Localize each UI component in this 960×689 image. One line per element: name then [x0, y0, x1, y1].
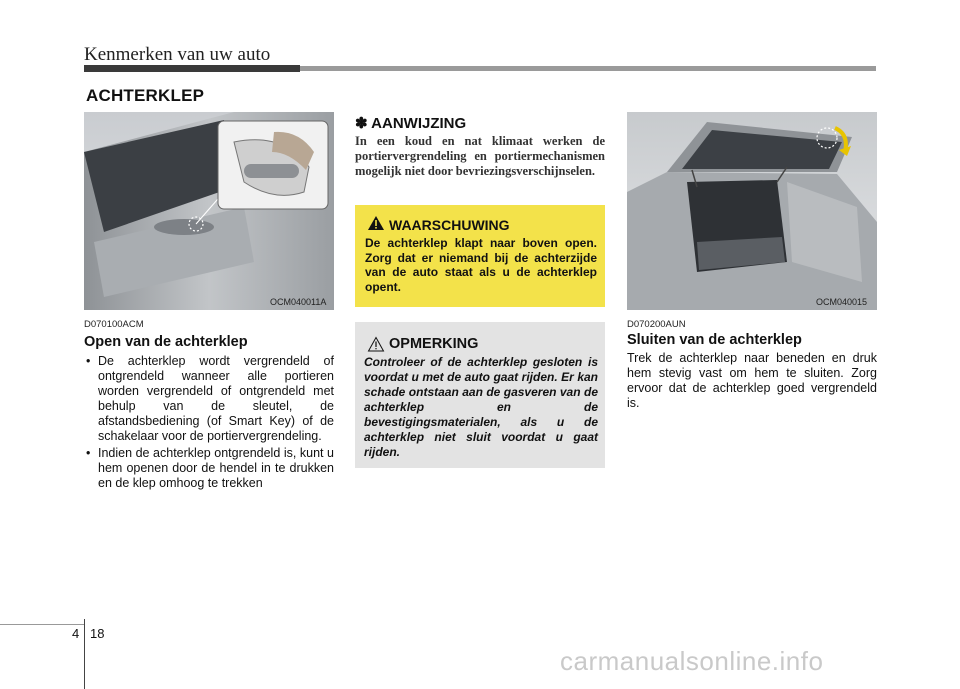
- open-tailgate-illustration: [627, 112, 877, 310]
- bullet-list: [84, 354, 334, 491]
- running-header: Kenmerken van uw auto: [84, 44, 271, 65]
- list-item: • De achterklep wordt vergrendeld of ontgrendeld wanneer alle portieren worden vergrendeld of ontgrendeld met behulp van de sleutel, de afstandsbediening (of Smart Key) of de schakelaar voor de portiervergrendeling.: [84, 354, 334, 444]
- section-code: D070100ACM: [84, 319, 144, 330]
- warning-box: [355, 205, 605, 307]
- body-paragraph: Trek de achterklep naar beneden en druk hem stevig vast om hem te sluiten. Zorg ervoor dat de achterklep goed vergrendeld is.: [627, 351, 877, 410]
- image-caption: OCM040011A: [270, 297, 327, 307]
- subsection-heading: Open van de achterklep: [84, 334, 248, 350]
- note-text: Controleer of de achterklep gesloten is voordat u met de auto gaat rijden. Er kan schade ontstaan aan de gasveren van de achterklep en de bevestigingsmaterialen, als u de achterklep niet sluit voordat u gaat rijden.: [364, 355, 598, 459]
- section-code: D070200AUN: [627, 319, 686, 330]
- warning-text: De achterklep klapt naar boven open. Zorg dat er niemand bij de achterzijde van de auto staat als u de achterklep opent.: [365, 236, 597, 294]
- page-number: 18: [90, 626, 105, 641]
- car-rear-illustration: [84, 112, 334, 310]
- footer-divider: [84, 619, 85, 689]
- warning-icon: [367, 215, 385, 231]
- image-caption: OCM040015: [816, 297, 868, 307]
- watermark: carmanualsonline.info: [560, 646, 824, 676]
- chapter-number: 4: [72, 626, 80, 641]
- section-title: ACHTERKLEP: [86, 86, 205, 105]
- footer-rule: [0, 624, 84, 625]
- open-tailgate-image: [627, 112, 877, 310]
- header-rule-accent: [84, 65, 300, 72]
- note-title: OPMERKING: [389, 336, 479, 352]
- tailgate-handle-image: [84, 112, 334, 310]
- list-item: • Indien de achterklep ontgrendeld is, kunt u hem openen door de hendel in te drukken en de klep omhoog te trekken: [84, 446, 334, 491]
- tip-text: In een koud en nat klimaat werken de portiervergrendeling en portiermechanismen mogelijk niet door bevriezingsverschijnselen.: [355, 134, 605, 178]
- subsection-heading: Sluiten van de achterklep: [627, 332, 802, 348]
- note-box: [355, 322, 605, 468]
- tip-heading: ✽ AANWIJZING: [355, 115, 467, 132]
- warning-title: WAARSCHUWING: [389, 217, 510, 233]
- caution-icon: [367, 336, 385, 352]
- bullet-list-container: [84, 354, 334, 493]
